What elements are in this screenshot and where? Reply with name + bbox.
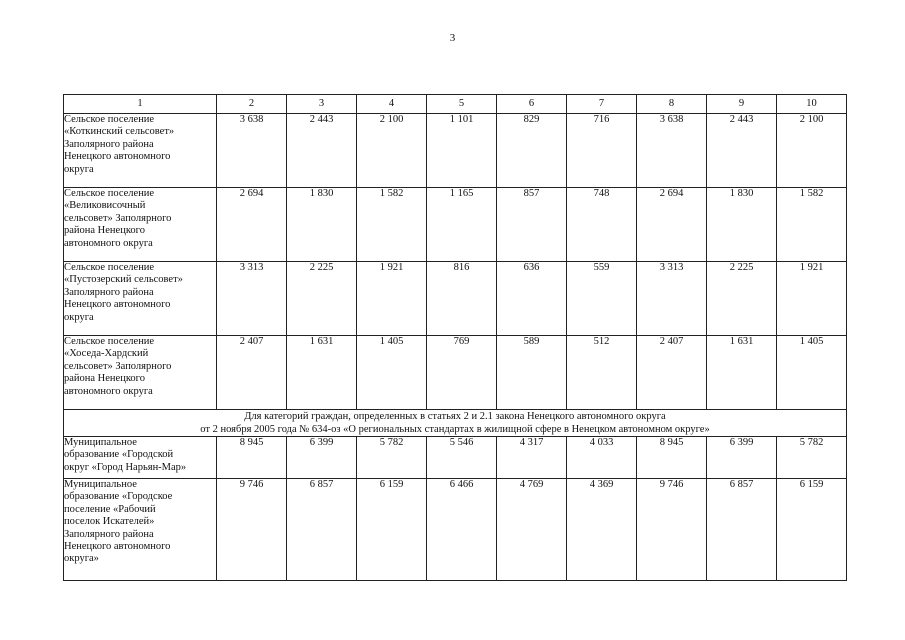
table-row [64, 336, 847, 410]
settlement-name-line: округа [64, 311, 94, 323]
value-cell: 3 638 [637, 114, 707, 188]
value-cell: 589 [497, 336, 567, 410]
value-cell: 3 638 [217, 114, 287, 188]
value-cell: 829 [497, 114, 567, 188]
page-number: 3 [449, 32, 456, 44]
value-cell: 6 857 [707, 479, 777, 581]
settlement-name-line: поселок Искателей» [64, 516, 155, 528]
value-cell: 1 405 [357, 336, 427, 410]
value-cell: 2 225 [707, 262, 777, 336]
value-cell: 4 317 [497, 437, 567, 479]
section-body [64, 410, 847, 437]
header-cell: 9 [707, 95, 777, 114]
settlement-name-line: сельсовет» Заполярного [64, 212, 172, 224]
header-cell: 10 [777, 95, 847, 114]
value-cell: 2 694 [217, 188, 287, 262]
settlement-name-line: Сельское поселение [64, 262, 155, 273]
value-cell: 559 [567, 262, 637, 336]
settlement-name-line: образование «Городское [64, 491, 173, 503]
value-cell: 1 921 [777, 262, 847, 336]
header-cell: 2 [217, 95, 287, 114]
value-cell: 1 631 [287, 336, 357, 410]
settlement-name-line: Ненецкого автономного [64, 299, 171, 311]
table-row [64, 114, 847, 188]
settlement-name-line: Сельское поселение [64, 336, 155, 347]
value-cell: 6 466 [427, 479, 497, 581]
header-cell: 8 [637, 95, 707, 114]
value-cell: 1 830 [287, 188, 357, 262]
settlement-name [64, 188, 217, 262]
settlement-name-line: «Пустозерский сельсовет» [64, 274, 183, 286]
settlement-name-line: образование «Городской [64, 449, 174, 461]
settlement-name-line: «Коткинский сельсовет» [64, 126, 175, 138]
value-cell: 6 399 [707, 437, 777, 479]
settlement-name-line: Сельское поселение [64, 114, 155, 125]
settlement-name-line: Заполярного района [64, 528, 154, 540]
header-cell: 7 [567, 95, 637, 114]
header-row [64, 95, 847, 114]
value-cell: 4 369 [567, 479, 637, 581]
value-cell: 748 [567, 188, 637, 262]
value-cell: 4 769 [497, 479, 567, 581]
settlement-name [64, 437, 217, 479]
settlement-name [64, 479, 217, 581]
value-cell: 1 582 [777, 188, 847, 262]
settlement-name-line: Сельское поселение [64, 188, 155, 199]
value-cell: 716 [567, 114, 637, 188]
value-cell: 769 [427, 336, 497, 410]
value-cell: 1 165 [427, 188, 497, 262]
settlement-name-line: Ненецкого автономного [64, 541, 171, 553]
value-cell: 857 [497, 188, 567, 262]
settlement-name-line: округа [64, 163, 94, 175]
value-cell: 6 159 [777, 479, 847, 581]
settlement-name-line: автономного округа [64, 237, 153, 249]
value-cell: 636 [497, 262, 567, 336]
value-cell: 2 407 [637, 336, 707, 410]
value-cell: 1 405 [777, 336, 847, 410]
value-cell: 2 100 [357, 114, 427, 188]
table-row [64, 262, 847, 336]
table-row [64, 437, 847, 479]
section-line-2: от 2 ноября 2005 года № 634-оз «О региональных стандартах в жилищной сфере в Ненецком автономном округе» [200, 424, 710, 435]
value-cell: 8 945 [217, 437, 287, 479]
value-cell: 9 746 [217, 479, 287, 581]
settlement-name-line: Ненецкого автономного [64, 151, 171, 163]
value-cell: 2 443 [707, 114, 777, 188]
header-cell: 6 [497, 95, 567, 114]
settlement-name-line: «Хоседа-Хардский [64, 348, 149, 360]
value-cell: 816 [427, 262, 497, 336]
table-row [64, 479, 847, 581]
value-cell: 512 [567, 336, 637, 410]
value-cell: 2 407 [217, 336, 287, 410]
value-cell: 9 746 [637, 479, 707, 581]
value-cell: 2 100 [777, 114, 847, 188]
settlement-name-line: Муниципальное [64, 437, 137, 448]
value-cell: 1 830 [707, 188, 777, 262]
value-cell: 2 225 [287, 262, 357, 336]
table-row [64, 188, 847, 262]
settlement-name-line: района Ненецкого [64, 225, 145, 237]
value-cell: 5 782 [777, 437, 847, 479]
settlement-name-line: автономного округа [64, 385, 153, 397]
value-cell: 3 313 [637, 262, 707, 336]
value-cell: 6 399 [287, 437, 357, 479]
header-cell: 5 [427, 95, 497, 114]
settlement-name-line: округа» [64, 553, 99, 565]
section-heading [64, 410, 847, 437]
settlement-name-line: Муниципальное [64, 479, 137, 490]
settlement-name-line: сельсовет» Заполярного [64, 360, 172, 372]
value-cell: 5 546 [427, 437, 497, 479]
header-cell: 3 [287, 95, 357, 114]
settlement-name [64, 114, 217, 188]
value-cell: 5 782 [357, 437, 427, 479]
value-cell: 1 582 [357, 188, 427, 262]
value-cell: 2 694 [637, 188, 707, 262]
value-cell: 1 921 [357, 262, 427, 336]
header-cell: 1 [64, 95, 217, 114]
header-cell: 4 [357, 95, 427, 114]
section-row [64, 410, 847, 437]
settlement-name-line: округ «Город Нарьян-Мар» [64, 461, 187, 473]
standards-table [63, 94, 847, 581]
value-cell: 2 443 [287, 114, 357, 188]
section-line-1: Для категорий граждан, определенных в статьях 2 и 2.1 закона Ненецкого автономного округа [244, 411, 666, 422]
settlement-name [64, 262, 217, 336]
value-cell: 1 631 [707, 336, 777, 410]
value-cell: 6 159 [357, 479, 427, 581]
settlement-name-line: поселение «Рабочий [64, 503, 156, 515]
group2-body [64, 437, 847, 581]
value-cell: 4 033 [567, 437, 637, 479]
value-cell: 8 945 [637, 437, 707, 479]
value-cell: 6 857 [287, 479, 357, 581]
settlement-name-line: Заполярного района [64, 138, 154, 150]
value-cell: 1 101 [427, 114, 497, 188]
group1-body [64, 114, 847, 410]
value-cell: 3 313 [217, 262, 287, 336]
settlement-name [64, 336, 217, 410]
settlement-name-line: района Ненецкого [64, 373, 145, 385]
settlement-name-line: Заполярного района [64, 286, 154, 298]
settlement-name-line: «Великовисочный [64, 200, 146, 212]
